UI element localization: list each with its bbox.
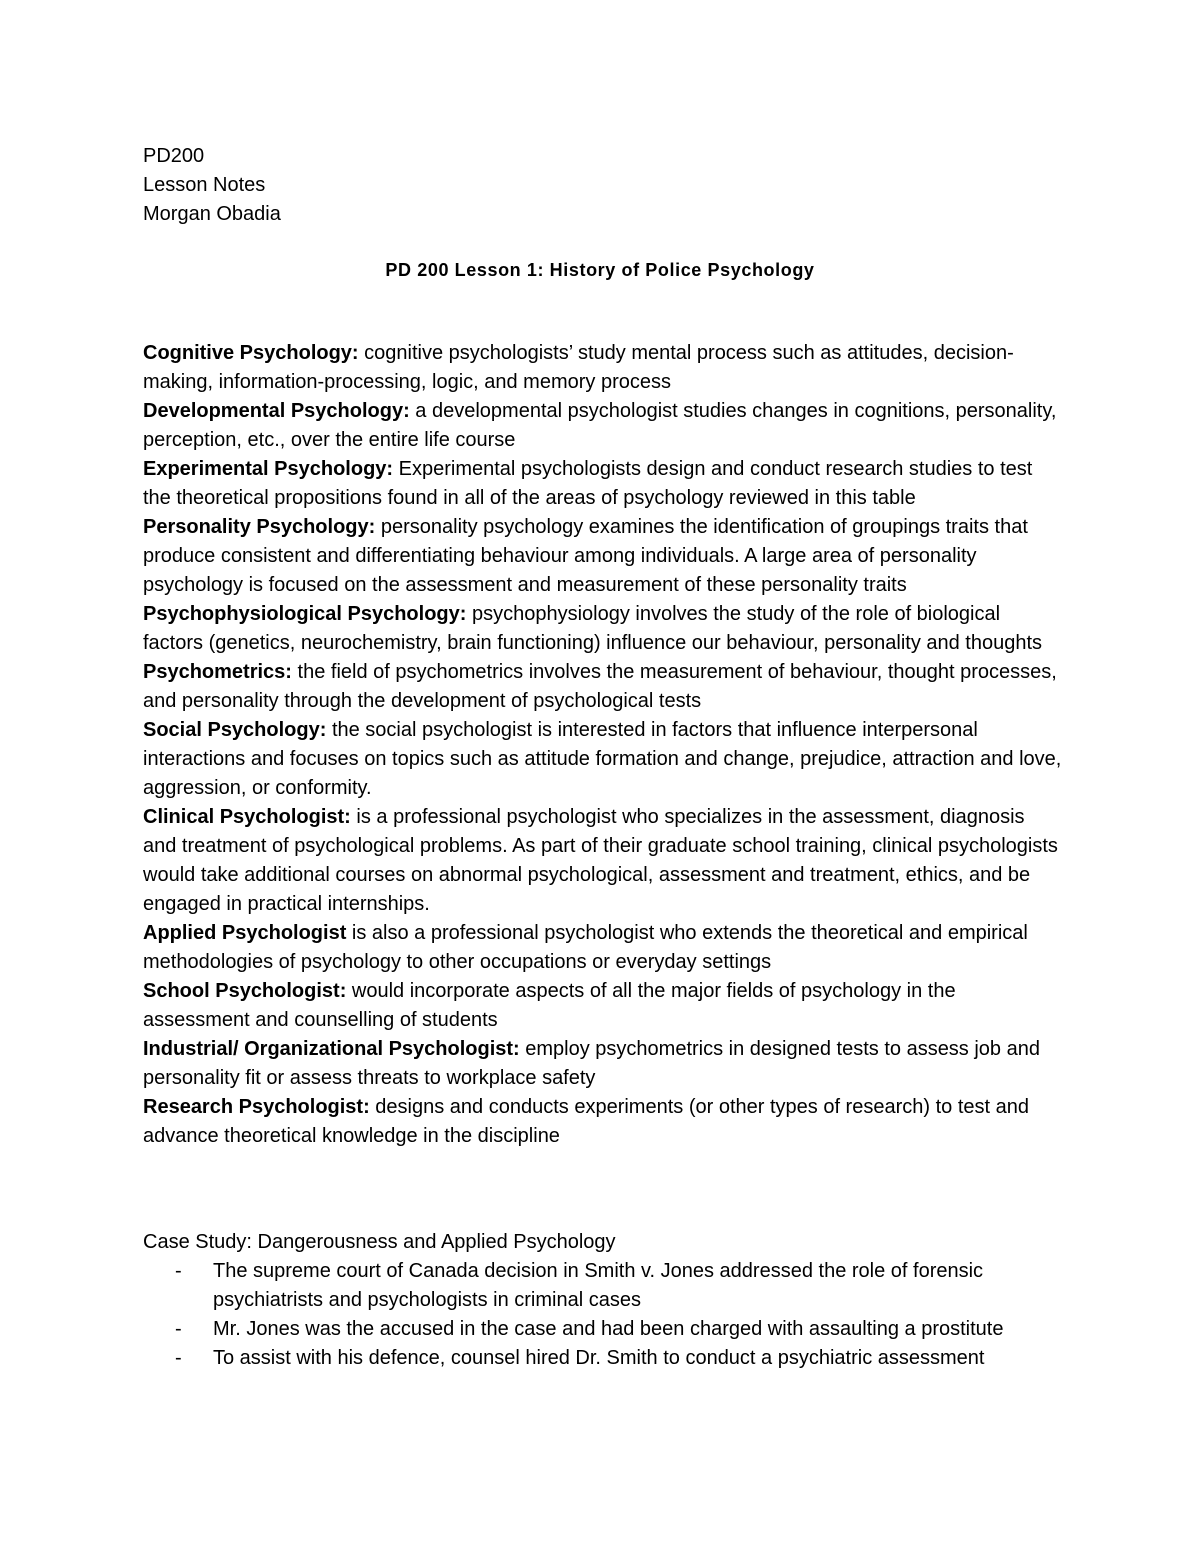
definition-term: Psychometrics:	[143, 661, 292, 683]
definition-item	[143, 513, 1063, 600]
definition-item	[143, 1093, 1063, 1151]
definition-term: Applied Psychologist	[143, 922, 347, 944]
definition-term: Industrial/ Organizational Psychologist:	[143, 1038, 520, 1060]
definition-text: would incorporate aspects of all the major fields of psychology in the assessment and counselling of students	[143, 980, 956, 1031]
case-study-heading: Case Study: Dangerousness and Applied Psychology	[143, 1231, 616, 1253]
document-header	[143, 142, 1063, 229]
dash-bullet-icon: -	[175, 1318, 182, 1340]
bullet-text: The supreme court of Canada decision in Smith v. Jones addressed the role of forensic psychiatrists and psychologists in criminal cases	[213, 1260, 984, 1311]
course-code: PD200	[143, 145, 205, 167]
definition-text: psychophysiology involves the study of the role of biological factors (genetics, neurochemistry, brain functioning) influence our behaviour, personality and thoughts	[143, 603, 1043, 654]
definitions-list	[143, 339, 1063, 1151]
definition-term: Personality Psychology:	[143, 516, 376, 538]
bullet-text: To assist with his defence, counsel hired Dr. Smith to conduct a psychiatric assessment	[213, 1347, 985, 1369]
dash-bullet-icon: -	[175, 1260, 182, 1282]
bullet-text: Mr. Jones was the accused in the case and had been charged with assaulting a prostitute	[213, 1318, 1004, 1340]
definition-text: a developmental psychologist studies changes in cognitions, personality, perception, etc., over the entire life course	[143, 400, 1057, 451]
author-name: Morgan Obadia	[143, 203, 281, 225]
definition-text: designs and conducts experiments (or other types of research) to test and advance theoretical knowledge in the discipline	[143, 1096, 1029, 1147]
list-item	[143, 1344, 1063, 1373]
definition-text: Experimental psychologists design and conduct research studies to test the theoretical propositions found in all of the areas of psychology reviewed in this table	[143, 458, 1033, 509]
document-type: Lesson Notes	[143, 174, 266, 196]
list-item	[143, 1257, 1063, 1315]
list-item	[143, 1315, 1063, 1344]
definition-term: Developmental Psychology:	[143, 400, 410, 422]
definition-text: personality psychology examines the identification of groupings traits that produce consistent and differentiating behaviour among individuals. A large area of personality psychology is focused on the assessment and measurement of these personality traits	[143, 516, 1028, 596]
definition-text: is also a professional psychologist who extends the theoretical and empirical methodologies of psychology to other occupations or everyday settings	[143, 922, 1028, 973]
definition-item	[143, 455, 1063, 513]
definition-item	[143, 658, 1063, 716]
definition-item	[143, 716, 1063, 803]
definition-item	[143, 339, 1063, 397]
definition-text: the social psychologist is interested in factors that influence interpersonal interactions and focuses on topics such as attitude formation and change, prejudice, attraction and love, aggression, or conformity.	[143, 719, 1062, 799]
definition-term: Psychophysiological Psychology:	[143, 603, 467, 625]
definition-text: is a professional psychologist who specializes in the assessment, diagnosis and treatment of psychological problems. As part of their graduate school training, clinical psychologists would take additional courses on abnormal psychological, assessment and treatment, ethics, and be engaged in practical internships.	[143, 806, 1058, 915]
definition-term: Clinical Psychologist:	[143, 806, 351, 828]
definition-term: Cognitive Psychology:	[143, 342, 359, 364]
definition-item	[143, 803, 1063, 919]
definition-text: employ psychometrics in designed tests to assess job and personality fit or assess threats to workplace safety	[143, 1038, 1040, 1089]
definition-item	[143, 977, 1063, 1035]
case-study-bullets	[143, 1257, 1063, 1373]
definition-term: Social Psychology:	[143, 719, 327, 741]
definition-text: the field of psychometrics involves the measurement of behaviour, thought processes, and personality through the development of psychological tests	[143, 661, 1057, 712]
dash-bullet-icon: -	[175, 1347, 182, 1369]
definition-item	[143, 1035, 1063, 1093]
definition-text: cognitive psychologists’ study mental process such as attitudes, decision-making, information-processing, logic, and memory process	[143, 342, 1014, 393]
case-study-section	[143, 1228, 1063, 1373]
definition-term: School Psychologist:	[143, 980, 347, 1002]
definition-term: Experimental Psychology:	[143, 458, 394, 480]
definition-item	[143, 919, 1063, 977]
definition-item	[143, 600, 1063, 658]
definition-item	[143, 397, 1063, 455]
definition-term: Research Psychologist:	[143, 1096, 370, 1118]
page-title: PD 200 Lesson 1: History of Police Psychology	[385, 260, 815, 280]
